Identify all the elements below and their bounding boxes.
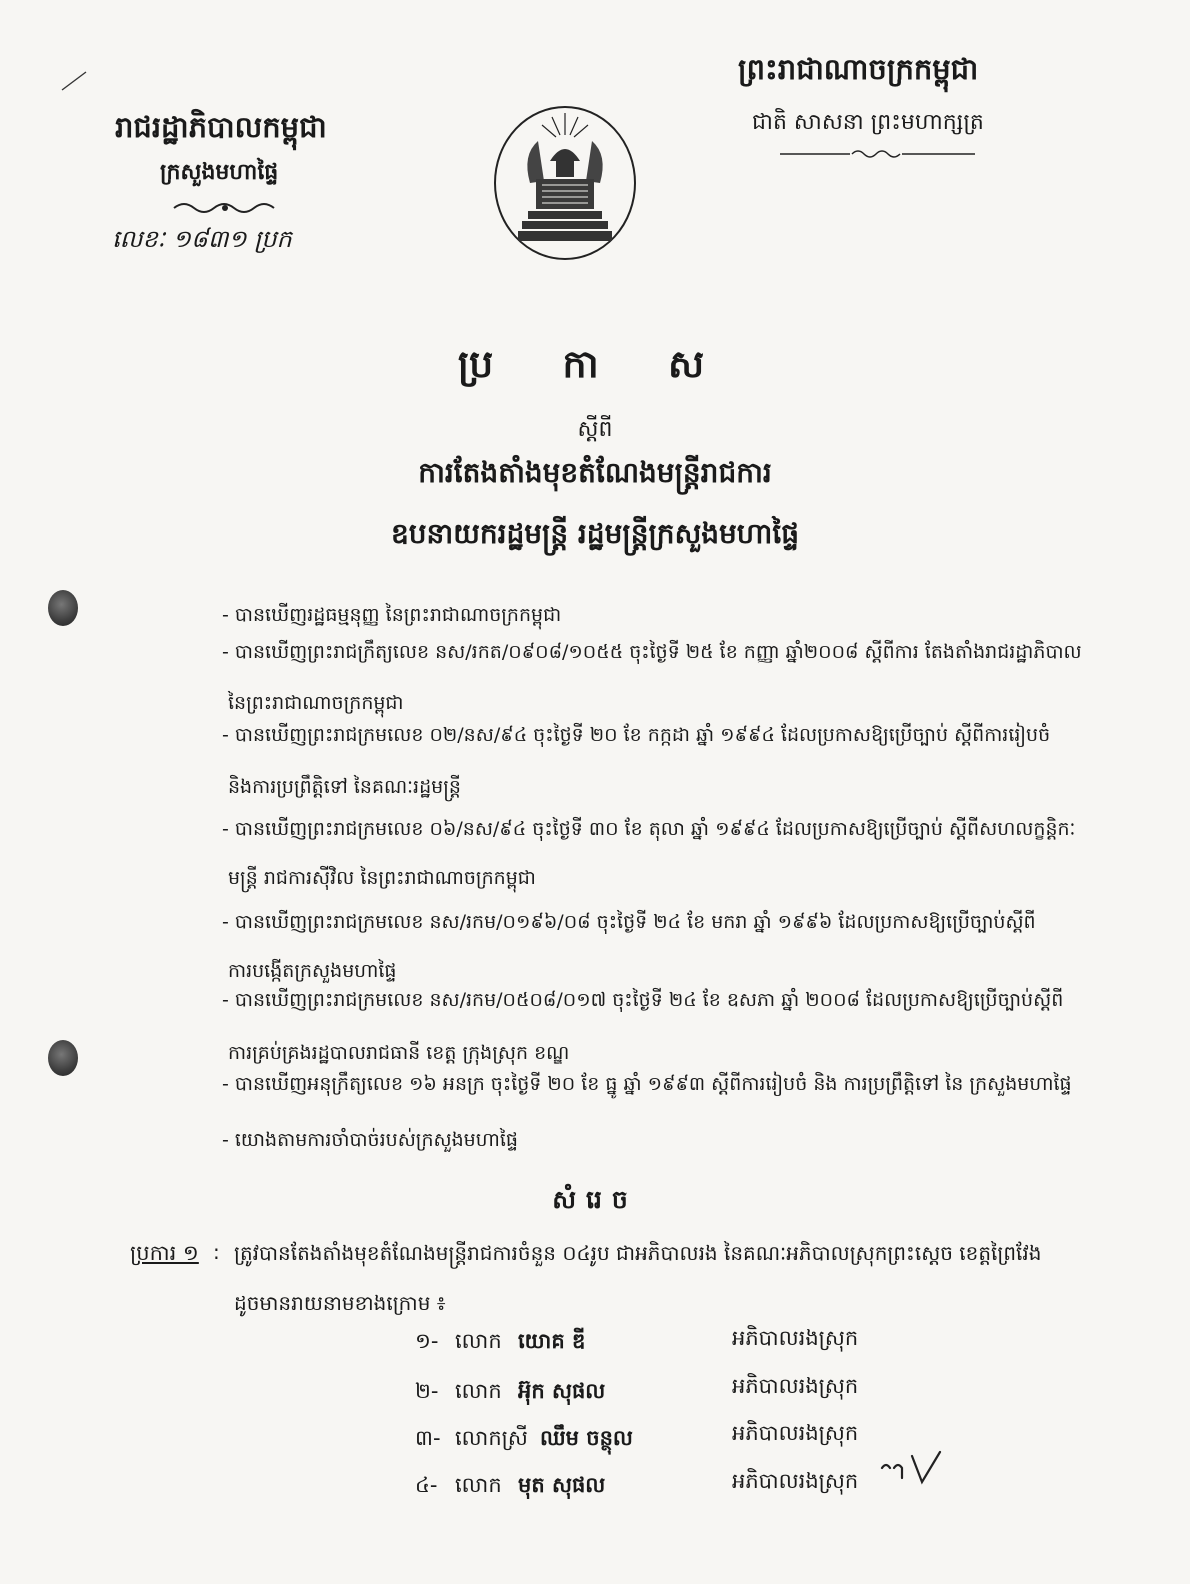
decision-heading: សំរេច — [552, 1185, 638, 1214]
appointee-title: លោក — [455, 1473, 502, 1497]
appointee-title: លោកស្រី — [455, 1426, 528, 1450]
appointee-name: មុត សុផល — [518, 1473, 606, 1497]
ornament-divider-icon — [170, 200, 280, 216]
punch-hole — [48, 590, 78, 626]
article-continuation: ដូចមានរាយនាមខាងក្រោម ៖ — [234, 1291, 446, 1315]
article-separator: : — [213, 1240, 220, 1264]
appointee-number: ១- — [415, 1329, 439, 1353]
royal-seal-icon — [490, 103, 640, 263]
kingdom-title: ព្រះរាជាណាចក្រកម្ពុជា — [738, 52, 979, 86]
appointee-number: ៣- — [415, 1426, 441, 1450]
basis-item: - បានឃើញព្រះរាជក្រមលេខ នស/រកម/០៥០៨/០១៧ ចុះថ្ងៃទី ២៤ ខែ ឧសភា ឆ្នាំ ២០០៨ ដែលប្រកាសឱ្យប្រើច្បាប់ស្ដីពី — [222, 989, 1064, 1011]
ministry-name: ក្រសួងមហាផ្ទៃ — [160, 160, 279, 185]
appointee-position: អភិបាលរងស្រុក — [732, 1374, 859, 1398]
pen-scratch-mark — [60, 70, 88, 92]
document-subject-line-1: ការតែងតាំងមុខតំណែងមន្ត្រីរាជការ — [418, 456, 772, 489]
appointee-name: យោគ ឌី — [518, 1329, 586, 1353]
government-title: រាជរដ្ឋាភិបាលកម្ពុជា — [115, 110, 327, 144]
appointee-position: អភិបាលរងស្រុក — [732, 1326, 859, 1350]
basis-item: នៃព្រះរាជាណាចក្រកម្ពុជា — [228, 692, 404, 714]
appointee-title: លោក — [455, 1379, 502, 1403]
appointee-position: អភិបាលរងស្រុក — [732, 1469, 859, 1493]
national-motto: ជាតិ សាសនា ព្រះមហាក្សត្រ — [752, 110, 984, 135]
basis-item: - បានឃើញព្រះរាជក្រឹត្យលេខ នស/រកត/០៩០៨/១០៥៥ ចុះថ្ងៃទី ២៥ ខែ កញ្ញា ឆ្នាំ២០០៨ ស្ដីពីការ តែងតាំងរាជរដ្ឋាភិបាល — [222, 641, 1082, 663]
basis-item: - បានឃើញព្រះរាជក្រមលេខ ០២/នស/៩៤ ចុះថ្ងៃទី ២០ ខែ កក្កដា ឆ្នាំ ១៩៩៤ ដែលប្រកាសឱ្យប្រើច្បាប់ ស្ដីពីការរៀបចំ — [222, 724, 1051, 746]
document-subject-line-2: ឧបនាយករដ្ឋមន្ត្រី រដ្ឋមន្ត្រីក្រសួងមហាផ្ទៃ — [390, 517, 799, 550]
appointee-number: ៤- — [415, 1473, 438, 1497]
basis-item: - បានឃើញព្រះរាជក្រមលេខ ០៦/នស/៩៤ ចុះថ្ងៃទី ៣០ ខែ តុលា ឆ្នាំ ១៩៩៤ ដែលប្រកាសឱ្យប្រើច្បាប់ ស្ដីពីសហលក្ខន្តិកៈ — [222, 818, 1076, 840]
reference-number: លេខៈ ១៨៣១ ប្រក — [112, 225, 292, 253]
ornament-divider-icon — [780, 147, 975, 161]
basis-item: - បានឃើញព្រះរាជក្រមលេខ នស/រកម/០១៩៦/០៨ ចុះថ្ងៃទី ២៤ ខែ មករា ឆ្នាំ ១៩៩៦ ដែលប្រកាសឱ្យប្រើច្បាប់ស្ដីពី — [222, 911, 1036, 933]
appointee-position: អភិបាលរងស្រុក — [732, 1421, 859, 1445]
handwritten-mark-icon — [878, 1450, 948, 1490]
appointee-name: អ៊ុក សុផល — [518, 1379, 606, 1403]
basis-item: - យោងតាមការចាំបាច់របស់ក្រសួងមហាផ្ទៃ — [222, 1129, 518, 1151]
punch-hole — [48, 1040, 78, 1076]
document-about-label: ស្ដីពី — [577, 417, 613, 442]
appointee-name: ឈឹម ចន្ថុល — [540, 1426, 633, 1450]
article-text: ត្រូវបានតែងតាំងមុខតំណែងមន្ត្រីរាជការចំនួន ០៤រូប ជាអភិបាលរង នៃគណៈអភិបាលស្រុកព្រះស្ដេច ខេត្តព្រៃវែង — [234, 1241, 1042, 1265]
document-title: ប្រ កា ស — [457, 342, 733, 386]
basis-item: - បានឃើញរដ្ឋធម្មនុញ្ញ នៃព្រះរាជាណាចក្រកម្ពុជា — [222, 604, 562, 626]
basis-item: មន្ត្រី រាជការស៊ីវិល នៃព្រះរាជាណាចក្រកម្ពុជា — [228, 867, 536, 889]
article-label: ប្រការ ១ — [130, 1241, 199, 1265]
basis-item: ការគ្រប់គ្រងរដ្ឋបាលរាជធានី ខេត្ត ក្រុងស្រុក ខណ្ឌ — [228, 1042, 570, 1064]
basis-item: និងការប្រព្រឹត្តិទៅ នៃគណៈរដ្ឋមន្ត្រី — [228, 776, 461, 798]
appointee-number: ២- — [415, 1379, 439, 1403]
appointee-title: លោក — [455, 1329, 502, 1353]
basis-item: - បានឃើញអនុក្រឹត្យលេខ ១៦ អនក្រ ចុះថ្ងៃទី ២០ ខែ ធ្នូ ឆ្នាំ ១៩៩៣ ស្ដីពីការរៀបចំ និង ការប្រព្រឹត្តិទៅ នៃ ក្រសួងមហាផ្ទៃ — [222, 1073, 1072, 1095]
basis-item: ការបង្កើតក្រសួងមហាផ្ទៃ — [228, 960, 397, 982]
